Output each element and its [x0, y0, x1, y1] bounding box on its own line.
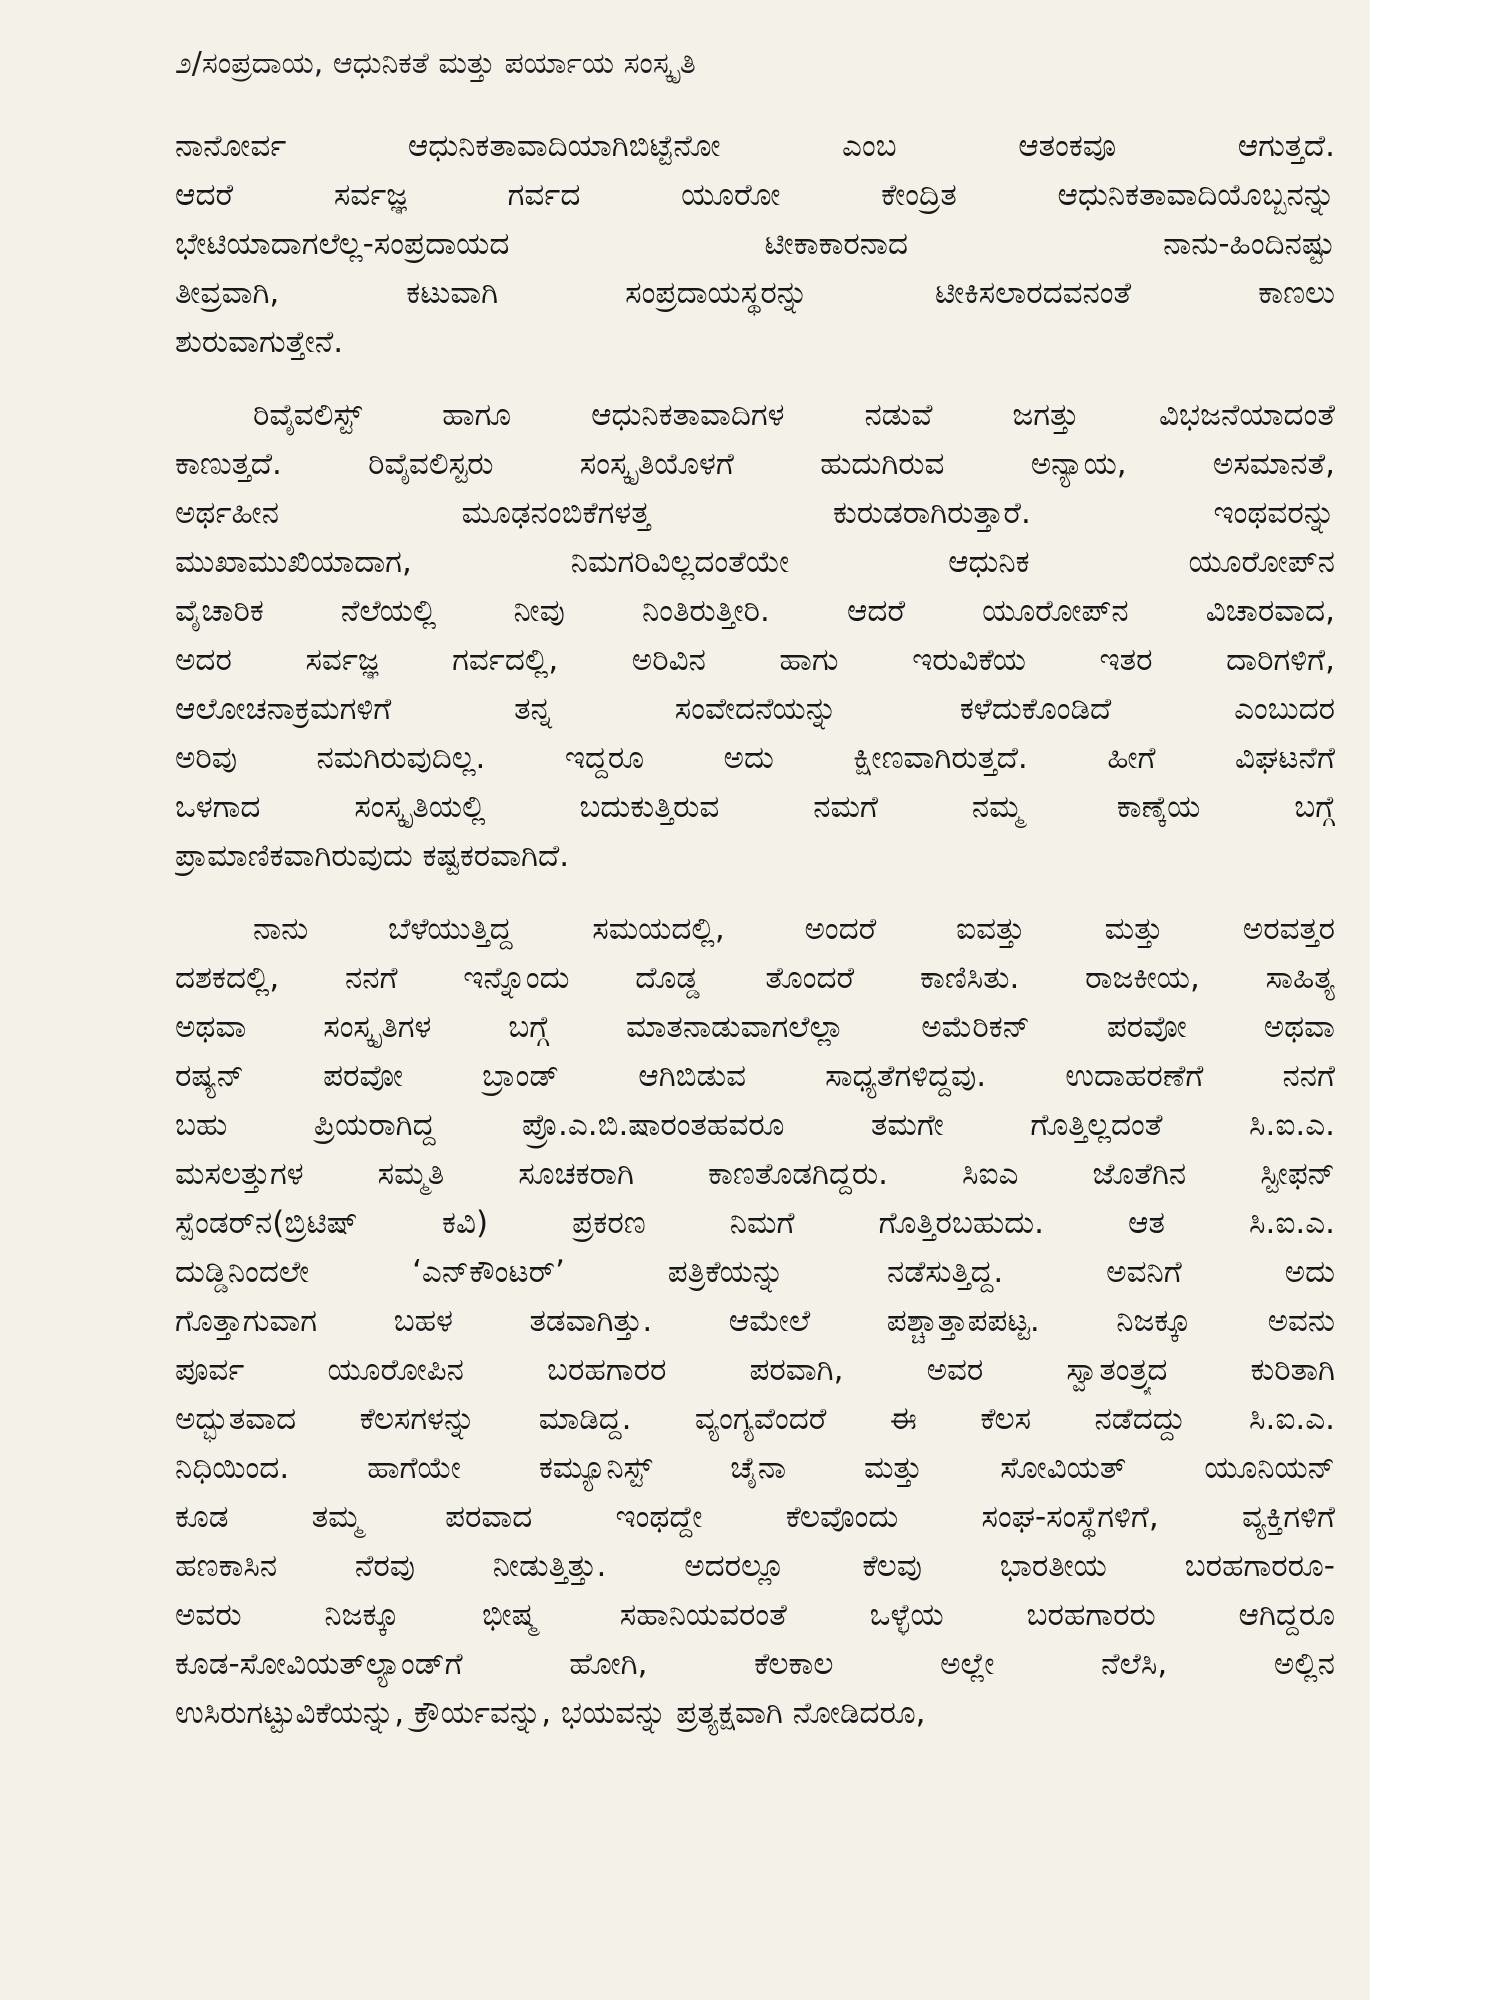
text-line: ತೀವ್ರವಾಗಿ, ಕಟುವಾಗಿ ಸಂಪ್ರದಾಯಸ್ಥರನ್ನು ಟೀಕಿಸಲಾರದವನಂತೆ ಕಾಣಲು — [175, 275, 1335, 311]
text-line: ಉಸಿರುಗಟ್ಟುವಿಕೆಯನ್ನು, ಕ್ರೌರ್ಯವನ್ನು, ಭಯವನ್ನು ಪ್ರತ್ಯಕ್ಷವಾಗಿ ನೋಡಿದರೂ, — [175, 1695, 926, 1731]
text-line: ನಾನೋರ್ವ ಆಧುನಿಕತಾವಾದಿಯಾಗಿಬಿಟ್ಟೆನೋ ಎಂಬ ಆತಂಕವೂ ಆಗುತ್ತದೆ. — [175, 128, 1335, 164]
text-line: ಅದ್ಭುತವಾದ ಕೆಲಸಗಳನ್ನು ಮಾಡಿದ್ದ. ವ್ಯಂಗ್ಯವೆಂದರೆ ಈ ಕೆಲಸ ನಡೆದದ್ದು ಸಿ.ಐ.ಎ. — [175, 1401, 1335, 1437]
text-line: ದುಡ್ಡಿನಿಂದಲೇ ‘ಎನ್‌ಕೌಂಟರ್’ ಪತ್ರಿಕೆಯನ್ನು ನಡೆಸುತ್ತಿದ್ದ. ಅವನಿಗೆ ಅದು — [175, 1254, 1335, 1290]
text-line: ದಶಕದಲ್ಲಿ, ನನಗೆ ಇನ್ನೊಂದು ದೊಡ್ಡ ತೊಂದರೆ ಕಾಣಿಸಿತು. ರಾಜಕೀಯ, ಸಾಹಿತ್ಯ — [175, 960, 1335, 996]
text-line: ಅಥವಾ ಸಂಸ್ಕೃತಿಗಳ ಬಗ್ಗೆ ಮಾತನಾಡುವಾಗಲೆಲ್ಲಾ ಅಮೆರಿಕನ್ ಪರವೋ ಅಥವಾ — [175, 1009, 1335, 1045]
text-line: ಅರ್ಥಹೀನ ಮೂಢನಂಬಿಕೆಗಳತ್ತ ಕುರುಡರಾಗಿರುತ್ತಾರೆ. ಇಂಥವರನ್ನು — [175, 495, 1335, 531]
paragraph — [175, 122, 1335, 367]
text-line: ಅವರು ನಿಜಕ್ಕೂ ಭೀಷ್ಮ ಸಹಾನಿಯವರಂತೆ ಒಳ್ಳೆಯ ಬರಹಗಾರರು ಆಗಿದ್ದರೂ — [175, 1597, 1335, 1633]
text-line: ಭೇಟಿಯಾದಾಗಲೆಲ್ಲ-ಸಂಪ್ರದಾಯದ ಟೀಕಾಕಾರನಾದ ನಾನು-ಹಿಂದಿನಷ್ಟು — [175, 226, 1335, 262]
text-line: ಸ್ಪೆಂಡರ್‌ನ(ಬ್ರಿಟಿಷ್ ಕವಿ) ಪ್ರಕರಣ ನಿಮಗೆ ಗೊತ್ತಿರಬಹುದು. ಆತ ಸಿ.ಐ.ಎ. — [175, 1205, 1335, 1241]
text-line: ವೈಚಾರಿಕ ನೆಲೆಯಲ್ಲಿ ನೀವು ನಿಂತಿರುತ್ತೀರಿ. ಆದರೆ ಯೂರೋಪ್‌ನ ವಿಚಾರವಾದ, — [175, 593, 1335, 629]
text-line: ಮಸಲತ್ತುಗಳ ಸಮ್ಮತಿ ಸೂಚಕರಾಗಿ ಕಾಣತೊಡಗಿದ್ದರು. ಸಿಐಎ ಜೊತೆಗಿನ ಸ್ಟೀಫನ್ — [175, 1156, 1335, 1192]
page-margin — [1370, 0, 1500, 2000]
text-line: ಒಳಗಾದ ಸಂಸ್ಕೃತಿಯಲ್ಲಿ ಬದುಕುತ್ತಿರುವ ನಮಗೆ ನಮ್ಮ ಕಾಣ್ಕೆಯ ಬಗ್ಗೆ — [175, 789, 1335, 825]
paragraph — [175, 391, 1335, 881]
text-line: ಗೊತ್ತಾಗುವಾಗ ಬಹಳ ತಡವಾಗಿತ್ತು. ಆಮೇಲೆ ಪಶ್ಚಾತ್ತಾಪಪಟ್ಟ. ನಿಜಕ್ಕೂ ಅವನು — [175, 1303, 1335, 1339]
text-line: ಪೂರ್ವ ಯೂರೋಪಿನ ಬರಹಗಾರರ ಪರವಾಗಿ, ಅವರ ಸ್ವಾತಂತ್ರ್ಯದ ಕುರಿತಾಗಿ — [175, 1352, 1335, 1388]
text-line: ಶುರುವಾಗುತ್ತೇನೆ. — [175, 324, 344, 360]
text-line: ಮುಖಾಮುಖಿಯಾದಾಗ, ನಿಮಗರಿವಿಲ್ಲದಂತೆಯೇ ಆಧುನಿಕ ಯೂರೋಪ್‌ನ — [175, 544, 1335, 580]
text-line: ಆದರೆ ಸರ್ವಜ್ಞ ಗರ್ವದ ಯೂರೋ ಕೇಂದ್ರಿತ ಆಧುನಿಕತಾವಾದಿಯೊಬ್ಬನನ್ನು — [175, 177, 1335, 213]
text-line: ನಾನು ಬೆಳೆಯುತ್ತಿದ್ದ ಸಮಯದಲ್ಲಿ, ಅಂದರೆ ಐವತ್ತು ಮತ್ತು ಅರವತ್ತರ — [253, 911, 1335, 947]
text-line: ಪ್ರಾಮಾಣಿಕವಾಗಿರುವುದು ಕಷ್ಟಕರವಾಗಿದೆ. — [175, 838, 570, 874]
text-line: ರಷ್ಯನ್ ಪರವೋ ಬ್ರಾಂಡ್ ಆಗಿಬಿಡುವ ಸಾಧ್ಯತೆಗಳಿದ್ದವು. ಉದಾಹರಣೆಗೆ ನನಗೆ — [175, 1058, 1335, 1094]
text-line: ಕೂಡ-ಸೋವಿಯತ್‌ಲ್ಯಾಂಡ್‌ಗೆ ಹೋಗಿ, ಕೆಲಕಾಲ ಅಲ್ಲೇ ನೆಲೆಸಿ, ಅಲ್ಲಿನ — [175, 1646, 1335, 1682]
text-line: ಹಣಕಾಸಿನ ನೆರವು ನೀಡುತ್ತಿತ್ತು. ಅದರಲ್ಲೂ ಕೆಲವು ಭಾರತೀಯ ಬರಹಗಾರರೂ- — [175, 1548, 1335, 1584]
body-text — [175, 122, 1335, 1762]
text-line: ಅರಿವು ನಮಗಿರುವುದಿಲ್ಲ. ಇದ್ದರೂ ಅದು ಕ್ಷೀಣವಾಗಿರುತ್ತದೆ. ಹೀಗೆ ವಿಘಟನೆಗೆ — [175, 740, 1335, 776]
paragraph — [175, 905, 1335, 1738]
text-line: ಕಾಣುತ್ತದೆ. ರಿವೈವಲಿಸ್ಟರು ಸಂಸ್ಕೃತಿಯೊಳಗೆ ಹುದುಗಿರುವ ಅನ್ಯಾಯ, ಅಸಮಾನತೆ, — [175, 446, 1335, 482]
text-line: ಬಹು ಪ್ರಿಯರಾಗಿದ್ದ ಪ್ರೊ.ಎ.ಬಿ.ಷಾರಂತಹವರೂ ತಮಗೇ ಗೊತ್ತಿಲ್ಲದಂತೆ ಸಿ.ಐ.ಎ. — [175, 1107, 1335, 1143]
text-line: ನಿಧಿಯಿಂದ. ಹಾಗೆಯೇ ಕಮ್ಯೂನಿಸ್ಟ್ ಚೈನಾ ಮತ್ತು ಸೋವಿಯತ್ ಯೂನಿಯನ್ — [175, 1450, 1335, 1486]
text-line: ರಿವೈವಲಿಸ್ಟ್ ಹಾಗೂ ಆಧುನಿಕತಾವಾದಿಗಳ ನಡುವೆ ಜಗತ್ತು ವಿಭಜನೆಯಾದಂತೆ — [253, 397, 1335, 433]
text-line: ಆಲೋಚನಾಕ್ರಮಗಳಿಗೆ ತನ್ನ ಸಂವೇದನೆಯನ್ನು ಕಳೆದುಕೊಂಡಿದೆ ಎಂಬುದರ — [175, 691, 1335, 727]
text-line: ಕೂಡ ತಮ್ಮ ಪರವಾದ ಇಂಥದ್ದೇ ಕೆಲವೊಂದು ಸಂಘ-ಸಂಸ್ಥೆಗಳಿಗೆ, ವ್ಯಕ್ತಿಗಳಿಗೆ — [175, 1499, 1335, 1535]
running-head: ೨/ಸಂಪ್ರದಾಯ, ಆಧುನಿಕತೆ ಮತ್ತು ಪರ್ಯಾಯ ಸಂಸ್ಕೃತಿ — [175, 46, 696, 81]
text-line: ಅದರ ಸರ್ವಜ್ಞ ಗರ್ವದಲ್ಲಿ, ಅರಿವಿನ ಹಾಗು ಇರುವಿಕೆಯ ಇತರ ದಾರಿಗಳಿಗೆ, — [175, 642, 1335, 678]
